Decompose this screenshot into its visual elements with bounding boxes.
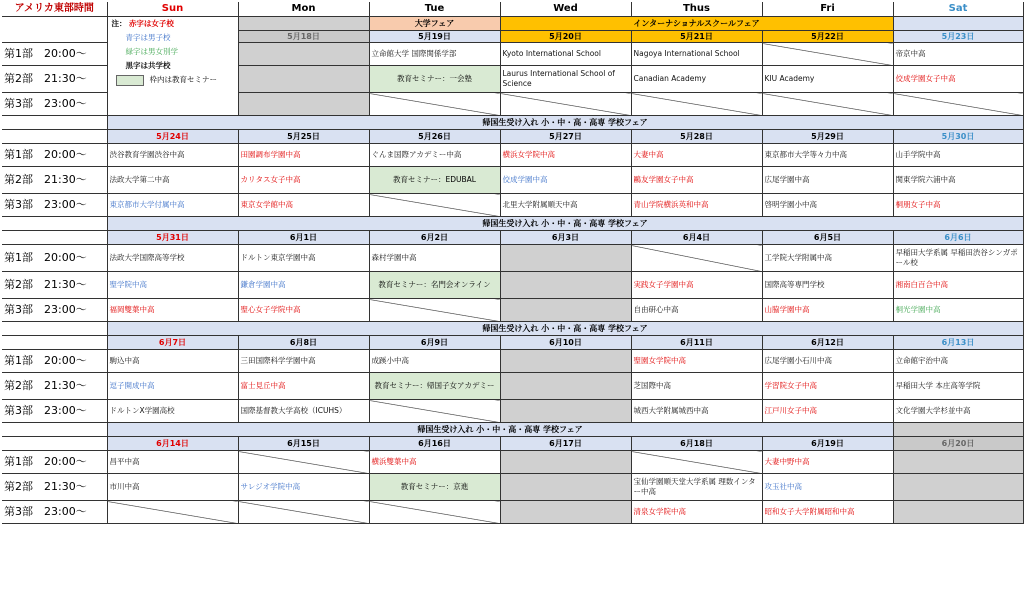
legend-blue: 青字は男子校	[125, 33, 171, 42]
school-cell: 国際基督教大学高校（ICUHS）	[238, 400, 369, 423]
school-cell: 大妻中高	[631, 144, 762, 167]
school-cell: 立命館宇治中高	[893, 350, 1023, 373]
school-cell: 鎌倉学園中高	[238, 272, 369, 299]
banner-kikoku-fair: 帰国生受け入れ 小・中・高・高専 学校フェア	[107, 423, 893, 437]
school-cell: 広尾学園中高	[762, 167, 893, 194]
date-cell: 5月20日	[500, 31, 631, 43]
date-cell: 6月8日	[238, 336, 369, 350]
date-cell: 6月19日	[762, 437, 893, 451]
school-cell: 実践女子学園中高	[631, 272, 762, 299]
school-cell: 富士見丘中高	[238, 373, 369, 400]
timezone-title: アメリカ東部時間	[2, 2, 107, 17]
school-cell: 立命館大学 国際関係学部	[369, 43, 500, 66]
date-cell: 5月24日	[107, 130, 238, 144]
period-label: 第3部 23:00～	[2, 194, 107, 217]
date-cell: 5月26日	[369, 130, 500, 144]
date-cell: 6月14日	[107, 437, 238, 451]
period-label: 第2部 21:30～	[2, 373, 107, 400]
school-cell: 清泉女学院中高	[631, 501, 762, 524]
date-cell: 6月13日	[893, 336, 1023, 350]
seminar-cell: 教育セミナー：帰国子女アカデミー	[369, 373, 500, 400]
school-cell: 逗子開成中高	[107, 373, 238, 400]
school-cell: 佼成学園中高	[500, 167, 631, 194]
banner-intl-fair: インターナショナルスクールフェア	[500, 17, 893, 31]
school-cell: 国際高等専門学校	[762, 272, 893, 299]
date-cell: 6月11日	[631, 336, 762, 350]
school-cell: 広尾学園小石川中高	[762, 350, 893, 373]
date-cell: 6月12日	[762, 336, 893, 350]
school-cell: 三田国際科学学園中高	[238, 350, 369, 373]
date-cell: 6月9日	[369, 336, 500, 350]
date-cell: 6月5日	[762, 231, 893, 245]
school-cell: 昌平中高	[107, 451, 238, 474]
legend-red: 赤字は女子校	[128, 19, 174, 28]
legend-black: 黒字は共学校	[125, 61, 171, 70]
school-cell: 早稲田大学系属 早稲田渋谷シンガポール校	[893, 245, 1023, 272]
school-cell: 文化学園大学杉並中高	[893, 400, 1023, 423]
school-cell: 福岡雙葉中高	[107, 299, 238, 322]
date-cell: 5月25日	[238, 130, 369, 144]
school-cell: 駒込中高	[107, 350, 238, 373]
legend: 注： 赤字は女子校 青字は男子校 緑字は男女別学 黒字は共学校 枠内は教育セミナー	[107, 17, 238, 116]
seminar-cell: 教育セミナー：名門会オンライン	[369, 272, 500, 299]
school-cell: 聖学院中高	[107, 272, 238, 299]
school-cell: 桐光学園中高	[893, 299, 1023, 322]
date-cell: 5月18日	[238, 31, 369, 43]
school-cell: 鷗友学園女子中高	[631, 167, 762, 194]
legend-seminar-swatch	[116, 75, 144, 86]
school-cell: KIU Academy	[762, 66, 893, 93]
school-cell: 横浜雙葉中高	[369, 451, 500, 474]
school-cell: 山手学院中高	[893, 144, 1023, 167]
day-sat: Sat	[893, 2, 1023, 17]
schedule-table	[2, 2, 1024, 524]
date-cell: 5月31日	[107, 231, 238, 245]
date-cell: 5月29日	[762, 130, 893, 144]
date-cell: 5月22日	[762, 31, 893, 43]
date-cell: 6月4日	[631, 231, 762, 245]
period-label: 第3部 23:00～	[2, 93, 107, 116]
school-cell: 法政大学国際高等学校	[107, 245, 238, 272]
seminar-cell: 教育セミナー：EDUBAL	[369, 167, 500, 194]
school-cell: ぐんま国際アカデミー中高	[369, 144, 500, 167]
school-cell: Canadian Academy	[631, 66, 762, 93]
day-mon: Mon	[238, 2, 369, 17]
school-cell: 聖心女子学院中高	[238, 299, 369, 322]
school-cell: 聖園女学院中高	[631, 350, 762, 373]
date-cell: 6月7日	[107, 336, 238, 350]
period-label: 第1部 20:00～	[2, 144, 107, 167]
school-cell: 東京女学館中高	[238, 194, 369, 217]
school-cell: 横浜女学院中高	[500, 144, 631, 167]
school-cell: 工学院大学附属中高	[762, 245, 893, 272]
date-cell: 6月18日	[631, 437, 762, 451]
date-cell: 6月1日	[238, 231, 369, 245]
school-cell: 江戸川女子中高	[762, 400, 893, 423]
period-label: 第2部 21:30～	[2, 66, 107, 93]
date-cell: 6月2日	[369, 231, 500, 245]
date-cell: 5月28日	[631, 130, 762, 144]
school-cell: カリタス女子中高	[238, 167, 369, 194]
date-cell: 5月23日	[893, 31, 1023, 43]
school-cell: 桐朋女子中高	[893, 194, 1023, 217]
date-cell: 5月27日	[500, 130, 631, 144]
school-cell: 昭和女子大学附属昭和中高	[762, 501, 893, 524]
school-cell: Laurus International School of Science	[500, 66, 631, 93]
date-cell: 5月21日	[631, 31, 762, 43]
banner-kikoku-fair: 帰国生受け入れ 小・中・高・高専 学校フェア	[107, 217, 1023, 231]
school-cell: 法政大学第二中高	[107, 167, 238, 194]
school-cell: 関東学院六浦中高	[893, 167, 1023, 194]
banner-univ-fair: 大学フェア	[369, 17, 500, 31]
day-thu: Thus	[631, 2, 762, 17]
period-label: 第3部 23:00～	[2, 501, 107, 524]
school-cell: 宝仙学園順天堂大学系属 理数インター中高	[631, 474, 762, 501]
school-cell: 啓明学園小中高	[762, 194, 893, 217]
day-tue: Tue	[369, 2, 500, 17]
seminar-cell: 教育セミナー：京進	[369, 474, 500, 501]
date-cell: 6月10日	[500, 336, 631, 350]
school-cell: 北里大学附属順天中高	[500, 194, 631, 217]
period-label: 第1部 20:00～	[2, 350, 107, 373]
date-cell: 6月17日	[500, 437, 631, 451]
banner-kikoku-fair: 帰国生受け入れ 小・中・高・高専 学校フェア	[107, 322, 1023, 336]
banner-kikoku-fair: 帰国生受け入れ 小・中・高・高専 学校フェア	[107, 116, 1023, 130]
school-cell: 田園調布学園中高	[238, 144, 369, 167]
date-cell: 5月30日	[893, 130, 1023, 144]
date-cell: 5月19日	[369, 31, 500, 43]
school-cell: 攻玉社中高	[762, 474, 893, 501]
school-cell: 自由研心中高	[631, 299, 762, 322]
period-label: 第1部 20:00～	[2, 245, 107, 272]
school-cell: 市川中高	[107, 474, 238, 501]
day-fri: Fri	[762, 2, 893, 17]
period-label: 第3部 23:00～	[2, 400, 107, 423]
period-label: 第3部 23:00～	[2, 299, 107, 322]
school-cell: 青山学院横浜英和中高	[631, 194, 762, 217]
school-cell: 城西大学附属城西中高	[631, 400, 762, 423]
seminar-cell: 教育セミナー：一会塾	[369, 66, 500, 93]
school-cell: 学習院女子中高	[762, 373, 893, 400]
legend-green: 緑字は男女別学	[125, 47, 178, 56]
school-cell: 帝京中高	[893, 43, 1023, 66]
school-cell: 森村学園中高	[369, 245, 500, 272]
date-cell: 6月15日	[238, 437, 369, 451]
period-label: 第2部 21:30～	[2, 167, 107, 194]
school-cell: 佼成学園女子中高	[893, 66, 1023, 93]
school-cell: サレジオ学院中高	[238, 474, 369, 501]
date-cell: 6月6日	[893, 231, 1023, 245]
date-cell: 6月16日	[369, 437, 500, 451]
school-cell: 東京都市大学等々力中高	[762, 144, 893, 167]
school-cell: 早稲田大学 本庄高等学院	[893, 373, 1023, 400]
school-cell: 芝国際中高	[631, 373, 762, 400]
legend-box: 枠内は教育セミナー	[149, 75, 217, 84]
school-cell: 大妻中野中高	[762, 451, 893, 474]
school-cell: 東京都市大学付属中高	[107, 194, 238, 217]
school-cell: 湘南白百合中高	[893, 272, 1023, 299]
day-wed: Wed	[500, 2, 631, 17]
date-cell: 6月3日	[500, 231, 631, 245]
school-cell: 山脇学園中高	[762, 299, 893, 322]
period-label: 第1部 20:00～	[2, 451, 107, 474]
school-cell: ドルトン東京学園中高	[238, 245, 369, 272]
date-cell: 6月20日	[893, 437, 1023, 451]
school-cell: 成蹊小中高	[369, 350, 500, 373]
school-cell: Kyoto International School	[500, 43, 631, 66]
day-sun: Sun	[107, 2, 238, 17]
school-cell: 渋谷教育学園渋谷中高	[107, 144, 238, 167]
period-label: 第2部 21:30～	[2, 474, 107, 501]
school-cell: Nagoya International School	[631, 43, 762, 66]
period-label: 第2部 21:30～	[2, 272, 107, 299]
period-label: 第1部 20:00～	[2, 43, 107, 66]
school-cell: ドルトンX学園高校	[107, 400, 238, 423]
